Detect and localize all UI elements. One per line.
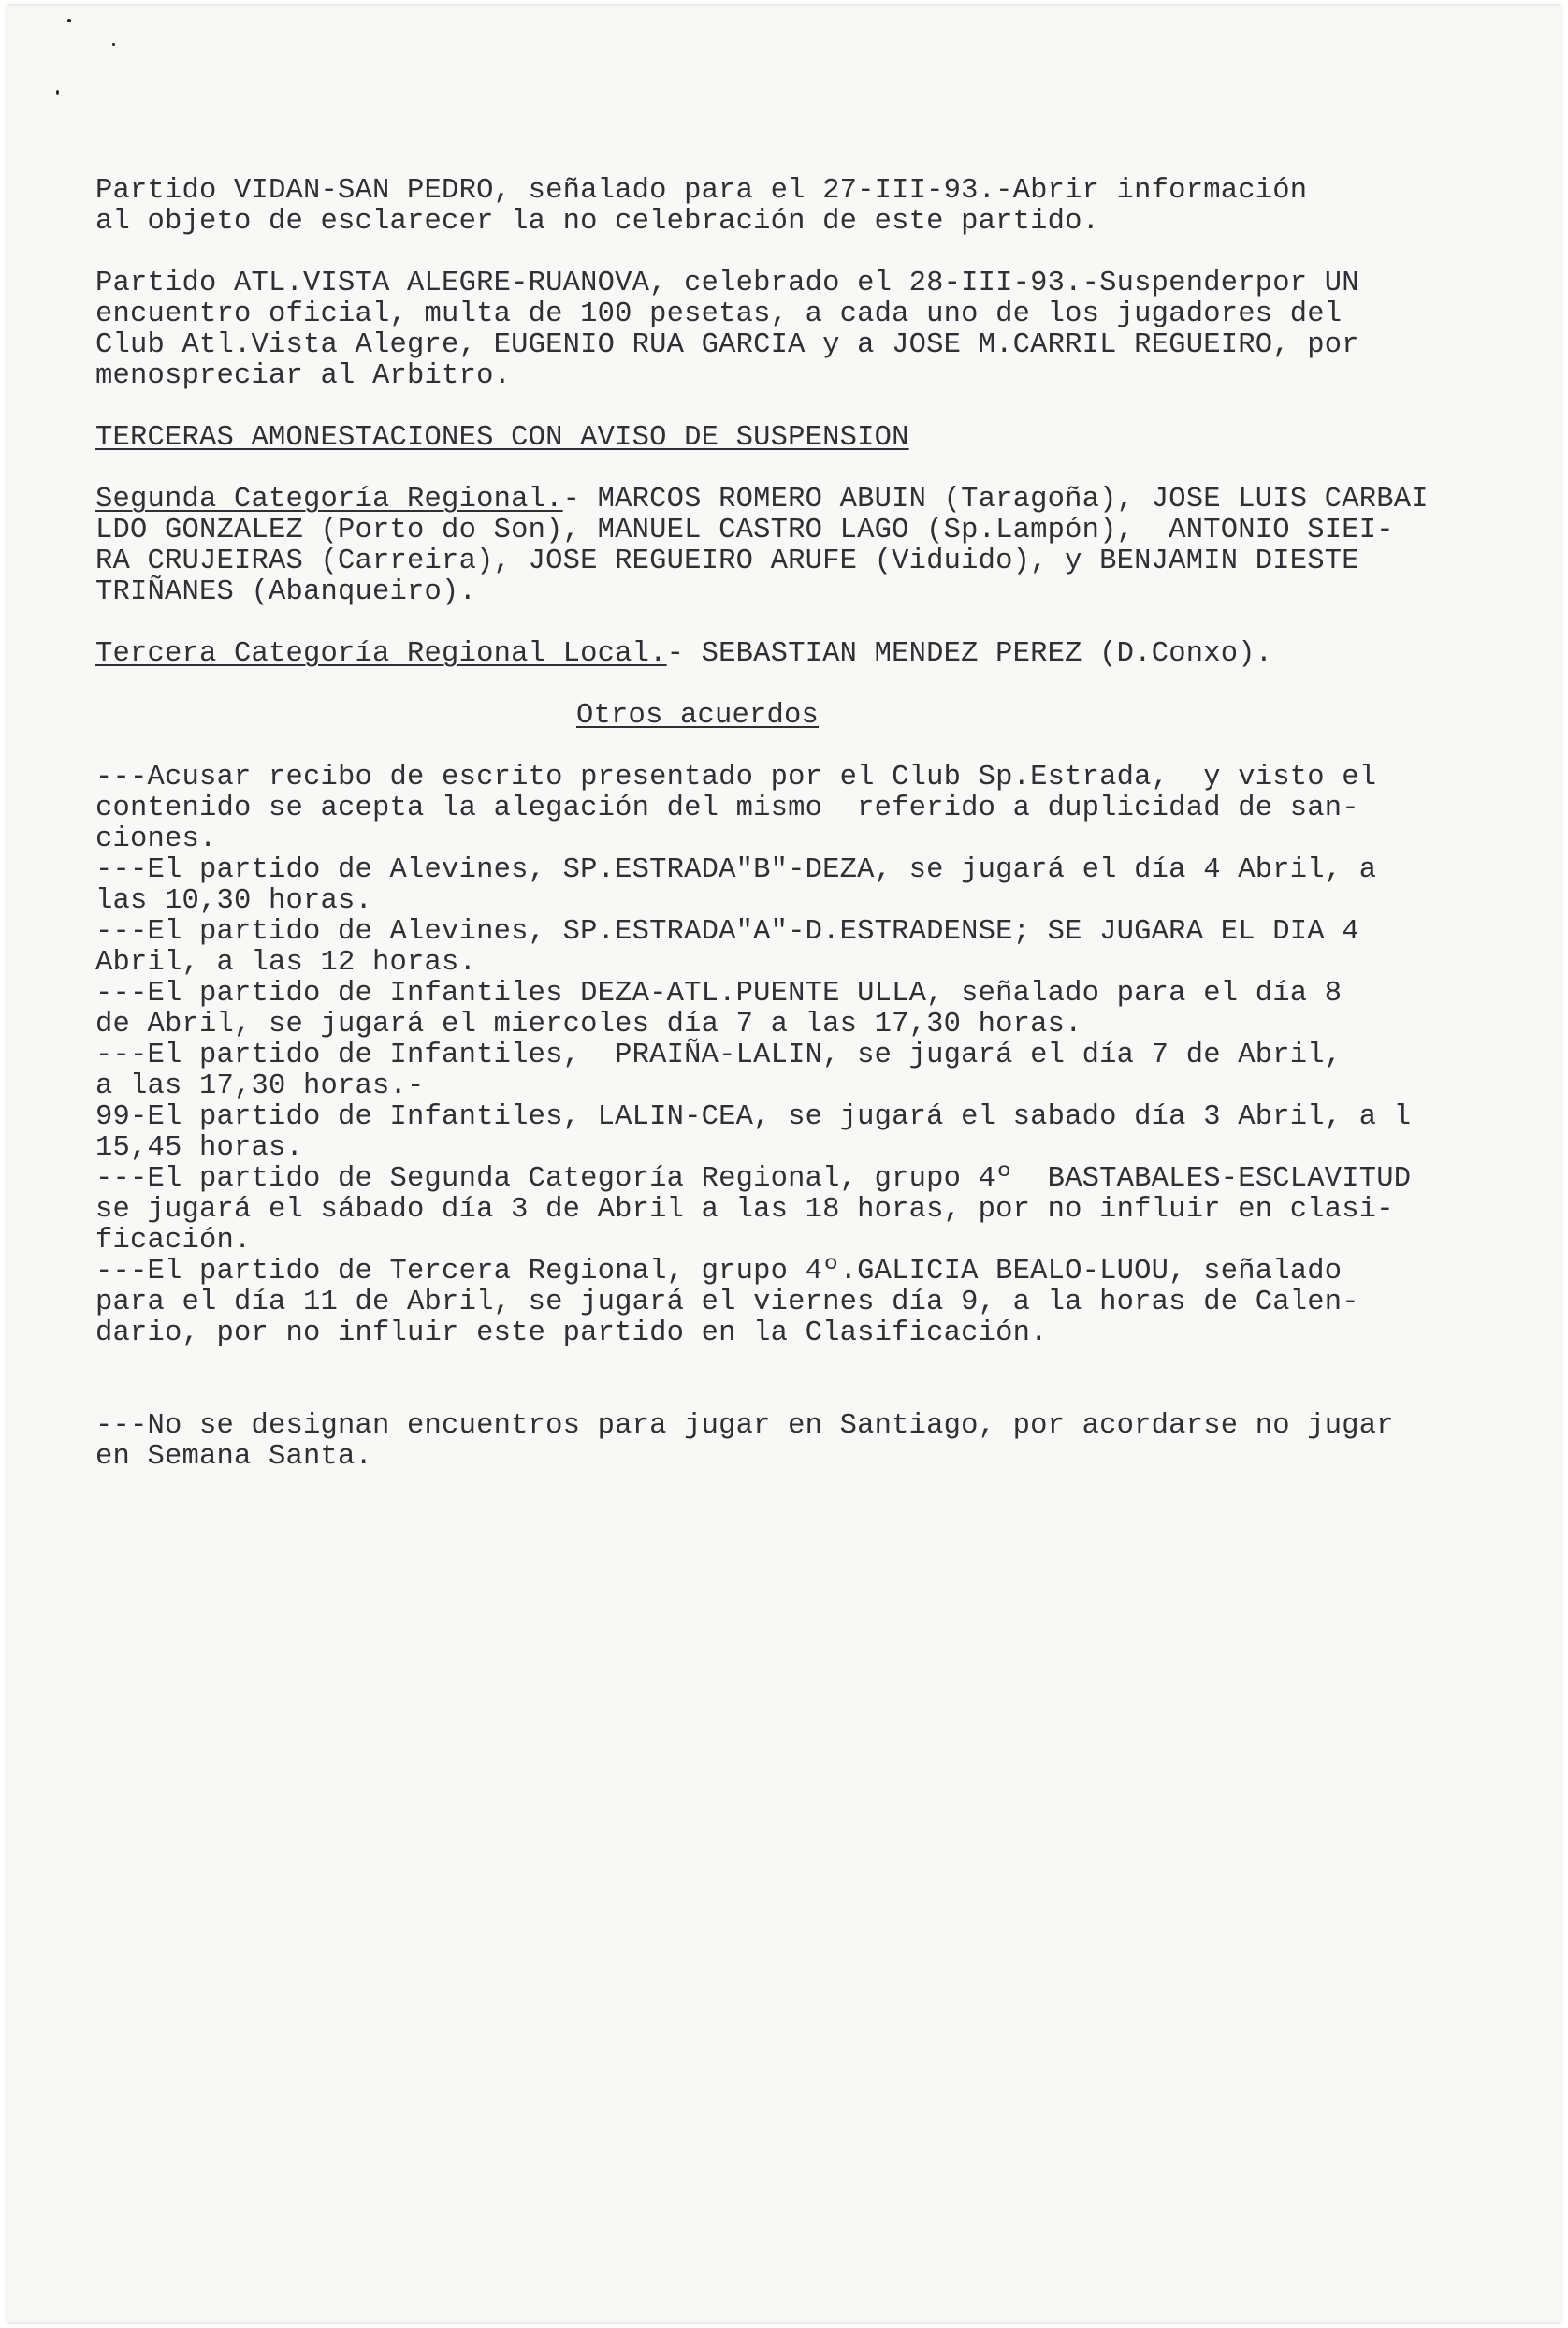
paragraph-vidan bbox=[95, 176, 1555, 238]
text-line: las 10,30 horas. bbox=[95, 885, 373, 917]
list-item bbox=[95, 979, 1555, 1040]
list-item bbox=[95, 763, 1555, 855]
text-line: Partido VIDAN-SAN PEDRO, señalado para el 27-III-93.-Abrir información bbox=[95, 175, 1308, 207]
list-item bbox=[95, 1257, 1555, 1349]
label-segunda-categoria: Segunda Categoría Regional. bbox=[95, 484, 563, 516]
paragraph-final bbox=[95, 1411, 1555, 1473]
label-tercera-categoria: Tercera Categoría Regional Local. bbox=[95, 638, 667, 670]
text-line: ciones. bbox=[95, 823, 217, 855]
list-item bbox=[95, 1040, 1555, 1102]
text-line: encuentro oficial, multa de 100 pesetas, a cada uno de los jugadores del bbox=[95, 298, 1343, 330]
document-body bbox=[95, 176, 1555, 1504]
ink-speck bbox=[112, 43, 115, 46]
document-page bbox=[7, 6, 1561, 2322]
text-line: ---El partido de Infantiles, PRAIÑA-LALIN, se jugará el día 7 de Abril, bbox=[95, 1040, 1343, 1071]
text-line: contenido se acepta la alegación del mismo referido a duplicidad de san- bbox=[95, 793, 1359, 824]
paragraph-vista-alegre bbox=[95, 269, 1555, 392]
heading-terceras-amonestaciones: TERCERAS AMONESTACIONES CON AVISO DE SUSPENSION bbox=[95, 422, 909, 454]
ink-speck bbox=[56, 90, 59, 95]
text-line: - MARCOS ROMERO ABUIN (Taragoña), JOSE LUIS CARBAI bbox=[562, 484, 1429, 516]
text-line: Abril, a las 12 horas. bbox=[95, 947, 477, 979]
ink-speck bbox=[67, 19, 71, 22]
section-otros-acuerdos bbox=[95, 701, 1555, 732]
text-line: 99-El partido de Infantiles, LALIN-CEA, se jugará el sabado día 3 Abril, a l bbox=[95, 1101, 1412, 1133]
text-line: a las 17,30 horas.- bbox=[95, 1070, 425, 1102]
section-terceras-amonestaciones bbox=[95, 423, 1555, 454]
text-line: para el día 11 de Abril, se jugará el viernes día 9, a la horas de Calen- bbox=[95, 1287, 1359, 1318]
acuerdos-list bbox=[95, 763, 1555, 1349]
text-line: menospreciar al Arbitro. bbox=[95, 360, 512, 392]
text-line: ---El partido de Tercera Regional, grupo 4º.GALICIA BEALO-LUOU, señalado bbox=[95, 1256, 1343, 1288]
text-line: dario, por no influir este partido en la Clasificación. bbox=[95, 1317, 1048, 1349]
text-line: ---El partido de Alevines, SP.ESTRADA"B"-DEZA, se jugará el día 4 Abril, a bbox=[95, 854, 1377, 886]
text-line: ficación. bbox=[95, 1225, 252, 1257]
text-line: Club Atl.Vista Alegre, EUGENIO RUA GARCIA y a JOSE M.CARRIL REGUEIRO, por bbox=[95, 329, 1359, 361]
text-line: ---Acusar recibo de escrito presentado por el Club Sp.Estrada, y visto el bbox=[95, 762, 1377, 793]
text-line: se jugará el sábado día 3 de Abril a las 18 horas, por no influir en clasi- bbox=[95, 1194, 1394, 1226]
text-line: RA CRUJEIRAS (Carreira), JOSE REGUEIRO ARUFE (Viduido), y BENJAMIN DIESTE bbox=[95, 546, 1359, 577]
list-item bbox=[95, 855, 1555, 917]
text-line: - SEBASTIAN MENDEZ PEREZ (D.Conxo). bbox=[666, 638, 1273, 670]
text-line: ---El partido de Alevines, SP.ESTRADA"A"-D.ESTRADENSE; SE JUGARA EL DIA 4 bbox=[95, 916, 1359, 948]
list-item bbox=[95, 1102, 1555, 1164]
text-line: Partido ATL.VISTA ALEGRE-RUANOVA, celebrado el 28-III-93.-Suspenderpor UN bbox=[95, 268, 1359, 299]
text-line: ---No se designan encuentros para jugar en Santiago, por acordarse no jugar bbox=[95, 1410, 1394, 1442]
heading-otros-acuerdos: Otros acuerdos bbox=[576, 700, 820, 732]
text-line: en Semana Santa. bbox=[95, 1441, 373, 1473]
text-line: ---El partido de Segunda Categoría Regional, grupo 4º BASTABALES-ESCLAVITUD bbox=[95, 1163, 1412, 1195]
list-item bbox=[95, 917, 1555, 979]
text-line: de Abril, se jugará el miercoles día 7 a las 17,30 horas. bbox=[95, 1009, 1082, 1040]
paragraph-tercera-categoria bbox=[95, 639, 1555, 670]
text-line: 15,45 horas. bbox=[95, 1132, 304, 1164]
text-line: TRIÑANES (Abanqueiro). bbox=[95, 576, 477, 608]
text-line: al objeto de esclarecer la no celebración de este partido. bbox=[95, 206, 1100, 238]
paragraph-segunda-categoria bbox=[95, 485, 1555, 608]
list-item bbox=[95, 1164, 1555, 1257]
text-line: LDO GONZALEZ (Porto do Son), MANUEL CASTRO LAGO (Sp.Lampón), ANTONIO SIEI- bbox=[95, 515, 1394, 546]
text-line: ---El partido de Infantiles DEZA-ATL.PUENTE ULLA, señalado para el día 8 bbox=[95, 978, 1343, 1010]
